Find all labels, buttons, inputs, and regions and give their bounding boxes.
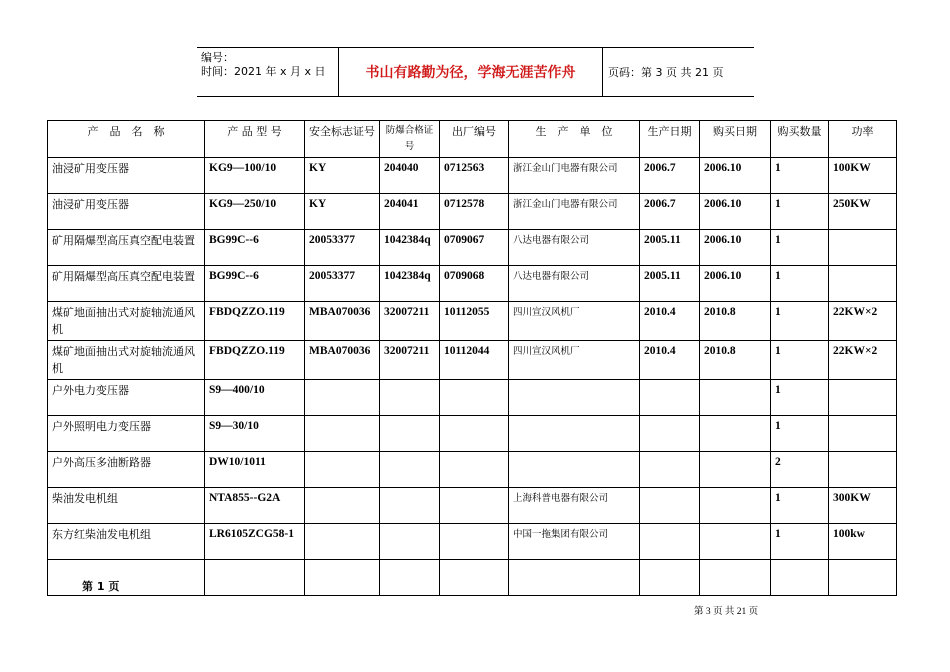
motto: 书山有路勤为径，学海无涯苦作舟 <box>339 48 603 96</box>
table-cell <box>509 380 640 416</box>
table-cell: S9—30/10 <box>205 416 305 452</box>
date-line: 时间：2021 年 x 月 x 日 <box>201 65 326 78</box>
table-cell: 2010.8 <box>700 341 771 380</box>
table-cell: 浙江金山门电器有限公司 <box>509 158 640 194</box>
column-header: 购买日期 <box>700 121 771 158</box>
table-cell: KY <box>305 158 380 194</box>
table-cell: 2006.10 <box>700 230 771 266</box>
table-cell: 20053377 <box>305 266 380 302</box>
table-cell: LR6105ZCG58-1 <box>205 524 305 560</box>
table-cell: KG9—100/10 <box>205 158 305 194</box>
table-cell: KY <box>305 194 380 230</box>
table-cell: MBA070036 <box>305 302 380 341</box>
table-cell: 1 <box>771 341 829 380</box>
table-cell: 2006.10 <box>700 194 771 230</box>
table-cell <box>380 524 440 560</box>
table-cell: 204041 <box>380 194 440 230</box>
table-cell: 2010.8 <box>700 302 771 341</box>
table-row <box>48 488 897 524</box>
table-cell: KG9—250/10 <box>205 194 305 230</box>
column-header: 出厂编号 <box>440 121 509 158</box>
table-cell: 1042384q <box>380 266 440 302</box>
table-cell: 2005.11 <box>640 230 700 266</box>
table-cell <box>380 488 440 524</box>
table-cell: 2006.7 <box>640 158 700 194</box>
table-cell <box>205 560 305 596</box>
table-cell: 矿用隔爆型高压真空配电装置 <box>48 266 205 302</box>
table-cell: 户外电力变压器 <box>48 380 205 416</box>
table-cell <box>829 266 897 302</box>
table-cell: 户外高压多油断路器 <box>48 452 205 488</box>
table-cell: 22KW×2 <box>829 302 897 341</box>
table-cell: 1 <box>771 302 829 341</box>
table-cell <box>829 380 897 416</box>
table-cell: 32007211 <box>380 341 440 380</box>
table-cell <box>440 560 509 596</box>
table-cell: BG99C--6 <box>205 230 305 266</box>
table-cell: S9—400/10 <box>205 380 305 416</box>
column-header: 功率 <box>829 121 897 158</box>
table-cell <box>440 452 509 488</box>
page-number-right: 第 3 页 共 21 页 <box>694 607 759 617</box>
table-cell <box>440 524 509 560</box>
table-row <box>48 194 897 230</box>
table-cell <box>509 560 640 596</box>
table-cell: 0712578 <box>440 194 509 230</box>
table-cell: 油浸矿用变压器 <box>48 194 205 230</box>
column-header: 生 产 单 位 <box>509 121 640 158</box>
table-cell: 煤矿地面抽出式对旋轴流通风机 <box>48 302 205 341</box>
table-cell: 1 <box>771 524 829 560</box>
table-cell: 1 <box>771 416 829 452</box>
table-cell <box>509 452 640 488</box>
table-cell: 柴油发电机组 <box>48 488 205 524</box>
table-cell <box>305 524 380 560</box>
table-cell: 八达电器有限公司 <box>509 230 640 266</box>
table-cell: 矿用隔爆型高压真空配电装置 <box>48 230 205 266</box>
table-cell <box>380 416 440 452</box>
table-cell: 户外照明电力变压器 <box>48 416 205 452</box>
table-cell: 东方红柴油发电机组 <box>48 524 205 560</box>
table-cell: 0709068 <box>440 266 509 302</box>
number-label: 编号： <box>201 51 234 64</box>
table-cell: 上海科普电器有限公司 <box>509 488 640 524</box>
table-cell: 2010.4 <box>640 341 700 380</box>
table-cell: 10112044 <box>440 341 509 380</box>
table-row <box>48 230 897 266</box>
table-cell: 四川宣汉风机厂 <box>509 341 640 380</box>
table-cell <box>509 416 640 452</box>
table-header-row <box>48 121 897 158</box>
table-cell <box>829 416 897 452</box>
page-number-left: 第 1 页 <box>82 580 120 593</box>
table-cell: 22KW×2 <box>829 341 897 380</box>
table-cell <box>700 488 771 524</box>
column-header: 购买数量 <box>771 121 829 158</box>
column-header: 防爆合格证号 <box>380 121 440 158</box>
table-cell <box>640 380 700 416</box>
table-cell: 1 <box>771 488 829 524</box>
table-cell <box>700 524 771 560</box>
table-cell <box>380 560 440 596</box>
table-cell <box>829 560 897 596</box>
table-cell <box>440 416 509 452</box>
table-cell: 0709067 <box>440 230 509 266</box>
table-cell: DW10/1011 <box>205 452 305 488</box>
page-info: 页码：第 3 页 共 21 页 <box>608 66 724 79</box>
table-cell <box>305 560 380 596</box>
table-cell <box>305 488 380 524</box>
table-cell: 1 <box>771 230 829 266</box>
table-cell: 1 <box>771 158 829 194</box>
table-row <box>48 266 897 302</box>
table-cell <box>640 560 700 596</box>
table-cell: 2005.11 <box>640 266 700 302</box>
table-cell <box>380 380 440 416</box>
table-cell <box>440 380 509 416</box>
table-cell <box>829 452 897 488</box>
table-row <box>48 524 897 560</box>
header-meta <box>197 48 339 96</box>
table-cell <box>48 560 205 596</box>
table-cell: 0712563 <box>440 158 509 194</box>
table-cell: 100KW <box>829 158 897 194</box>
table-cell: 32007211 <box>380 302 440 341</box>
column-header: 产 品 名 称 <box>48 121 205 158</box>
table-cell <box>771 560 829 596</box>
document-header <box>197 47 754 97</box>
column-header: 产 品 型 号 <box>205 121 305 158</box>
table-cell: 2006.7 <box>640 194 700 230</box>
table-row <box>48 158 897 194</box>
table-row <box>48 380 897 416</box>
table-cell: 中国一拖集团有限公司 <box>509 524 640 560</box>
equipment-table <box>47 120 897 596</box>
table-cell: 2006.10 <box>700 266 771 302</box>
table-cell: 20053377 <box>305 230 380 266</box>
table-cell: 100kw <box>829 524 897 560</box>
table-cell: 四川宣汉风机厂 <box>509 302 640 341</box>
table-cell <box>700 416 771 452</box>
table-cell: BG99C--6 <box>205 266 305 302</box>
table-row <box>48 560 897 596</box>
table-cell: 八达电器有限公司 <box>509 266 640 302</box>
table-cell: 2 <box>771 452 829 488</box>
table-cell: 1 <box>771 266 829 302</box>
table-cell: 2006.10 <box>700 158 771 194</box>
table-cell: MBA070036 <box>305 341 380 380</box>
table-cell: 油浸矿用变压器 <box>48 158 205 194</box>
table-cell <box>700 452 771 488</box>
table-cell <box>305 416 380 452</box>
table-cell <box>640 488 700 524</box>
table-cell <box>440 488 509 524</box>
table-cell <box>640 524 700 560</box>
table-cell: 浙江金山门电器有限公司 <box>509 194 640 230</box>
table-cell: 煤矿地面抽出式对旋轴流通风机 <box>48 341 205 380</box>
table-cell <box>305 452 380 488</box>
table-cell: FBDQZZO.119 <box>205 302 305 341</box>
table-cell: 2010.4 <box>640 302 700 341</box>
table-cell: 1 <box>771 380 829 416</box>
table-cell: 250KW <box>829 194 897 230</box>
column-header: 安全标志证号 <box>305 121 380 158</box>
table-row <box>48 302 897 341</box>
table-cell: 10112055 <box>440 302 509 341</box>
table-row <box>48 452 897 488</box>
column-header: 生产日期 <box>640 121 700 158</box>
table-cell <box>700 560 771 596</box>
table-cell <box>700 380 771 416</box>
table-cell: 204040 <box>380 158 440 194</box>
table-cell <box>640 416 700 452</box>
table-row <box>48 341 897 380</box>
table-cell <box>829 230 897 266</box>
table-cell <box>305 380 380 416</box>
table-cell: FBDQZZO.119 <box>205 341 305 380</box>
table-cell: 300KW <box>829 488 897 524</box>
table-cell <box>380 452 440 488</box>
table-row <box>48 416 897 452</box>
table-cell: 1042384q <box>380 230 440 266</box>
table-cell: NTA855--G2A <box>205 488 305 524</box>
table-cell: 1 <box>771 194 829 230</box>
table-cell <box>640 452 700 488</box>
